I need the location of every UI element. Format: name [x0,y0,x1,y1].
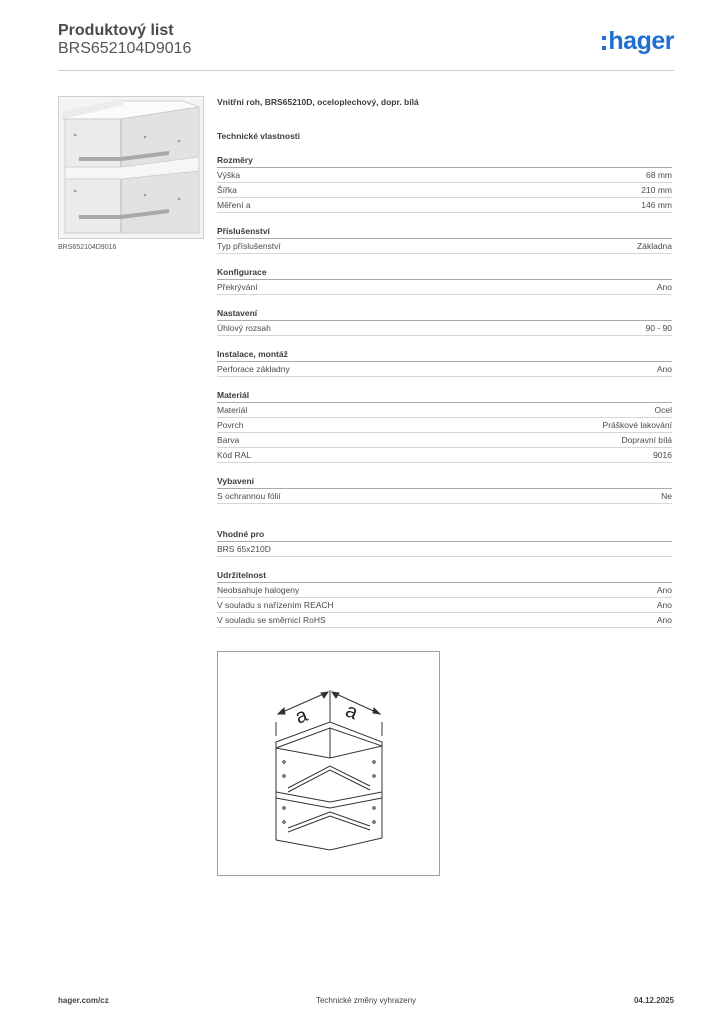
spec-group [217,266,672,295]
spec-row [217,598,672,613]
spec-label: Měření a [217,200,251,210]
spec-value: 146 mm [641,200,672,210]
spec-label: BRS 65x210D [217,544,271,554]
product-code: BRS652104D9016 [58,40,192,57]
spec-label: Šířka [217,185,237,195]
hager-logo [602,24,674,58]
spec-value: 9016 [653,450,672,460]
group-title: Nastavení [217,307,672,321]
product-photo [58,96,204,239]
spec-column [217,96,672,660]
spec-value: 90 - 90 [645,323,672,333]
spec-value: Dopravní bílá [621,435,672,445]
spec-row [217,198,672,213]
group-title: Udržitelnost [217,569,672,583]
spec-label: Materiál [217,405,248,415]
suitable-group [217,528,672,557]
footer-website: hager.com/cz [58,996,109,1005]
spec-label: Překrývání [217,282,258,292]
spec-row [217,321,672,336]
dimension-label-left: a [292,704,311,729]
spec-value: Ocel [654,405,672,415]
tech-title: Technické vlastnosti [217,131,300,141]
suitable-rows [217,542,672,557]
product-photo-icon [59,97,203,238]
spec-row [217,280,672,295]
spec-group [217,475,672,504]
spec-label: Neobsahuje halogeny [217,585,300,595]
dimension-label-right: a [342,699,361,725]
group-title: Vybavení [217,475,672,489]
spec-label: Kód RAL [217,450,252,460]
spec-row [217,168,672,183]
spec-value: Základna [637,241,672,251]
spec-group [217,307,672,336]
group-title: Vhodné pro [217,528,672,542]
spec-label: V souladu s nařízením REACH [217,600,334,610]
spec-row [217,403,672,418]
footer-notice: Technické změny vyhrazeny [315,996,417,1005]
spec-label: Výška [217,170,241,180]
spec-label: Perforace základny [217,364,290,374]
photo-caption: BRS652104D9016 [58,244,117,251]
spec-value: Ne [661,491,672,501]
logo-dots-icon [602,36,606,50]
spec-value: Ano [656,364,672,374]
spec-row [217,183,672,198]
spec-group [217,154,672,213]
spec-row [217,613,672,628]
page-header [58,22,674,71]
group-title: Příslušenství [217,225,672,239]
spec-value: Práškové lakování [602,420,672,430]
spec-value: Ano [656,615,672,625]
spec-label: Typ příslušenství [217,241,281,251]
sustainability-rows [217,583,672,628]
footer-date: 04.12.2025 [633,996,674,1005]
spec-row [217,239,672,254]
corner-drawing-icon [218,652,439,875]
product-name: Vnitřní roh, BRS65210D, oceloplechový, dopr. bílá [217,97,419,107]
logo-text: hager [608,26,674,55]
spec-group [217,225,672,254]
spec-groups [217,154,672,504]
spec-group [217,389,672,463]
spec-value: Ano [656,282,672,292]
spec-row [217,489,672,504]
group-title: Rozměry [217,154,672,168]
spec-row [217,433,672,448]
sustainability-group [217,569,672,628]
spec-label: V souladu se směrnicí RoHS [217,615,326,625]
spec-value: 210 mm [641,185,672,195]
spec-value: Ano [656,600,672,610]
technical-drawing [217,651,440,876]
spec-label: Barva [217,435,240,445]
spec-value: Ano [656,585,672,595]
spec-label: Povrch [217,420,244,430]
spec-value: 68 mm [646,170,672,180]
spec-label: Úhlový rozsah [217,323,271,333]
document-title: Produktový list [58,22,174,39]
spec-label: S ochrannou fólií [217,491,281,501]
group-title: Konfigurace [217,266,672,280]
group-title: Materiál [217,389,672,403]
spec-row [217,362,672,377]
spec-row [217,418,672,433]
spec-row [217,583,672,598]
spec-row [217,542,672,557]
group-title: Instalace, montáž [217,348,672,362]
spec-group [217,348,672,377]
spec-row [217,448,672,463]
